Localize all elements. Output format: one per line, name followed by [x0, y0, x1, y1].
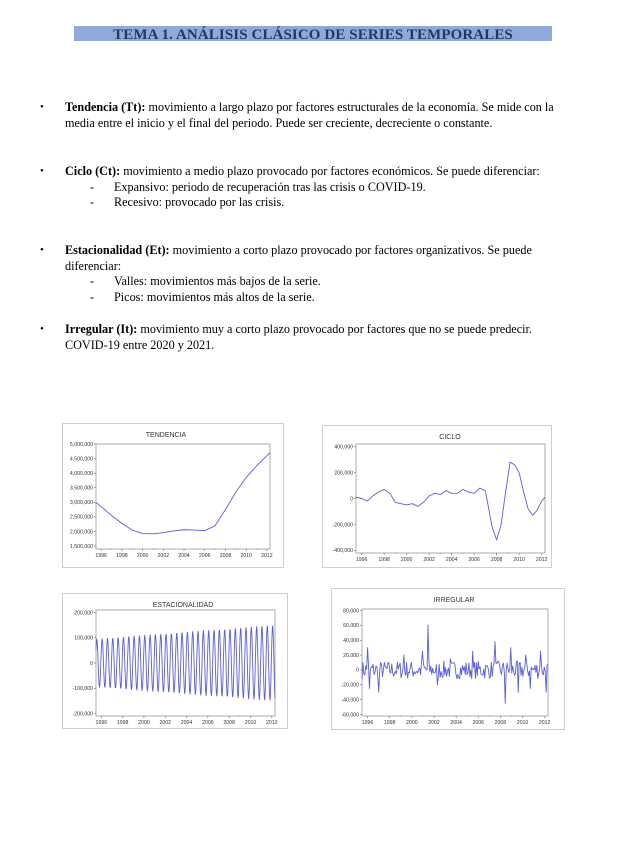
x-tick-label: 2006	[472, 720, 485, 726]
y-tick-label: 5,000,000	[69, 441, 93, 448]
x-tick-label: 2010	[516, 720, 529, 726]
item-paragraph	[65, 243, 568, 274]
y-tick-label: 2,500,000	[69, 514, 93, 521]
bullet-marker: •	[40, 165, 44, 177]
x-tick-label: 2010	[513, 557, 525, 563]
plot-frame	[356, 444, 545, 553]
chart-title: ESTACIONALIDAD	[152, 602, 214, 609]
x-tick-label: 1996	[95, 720, 108, 726]
chart-title: IRREGULAR	[433, 597, 475, 604]
x-tick-label: 2012	[261, 553, 273, 559]
sub-dash: -	[90, 274, 95, 288]
plot-frame	[96, 444, 270, 549]
x-tick-label: 2008	[490, 557, 503, 563]
chart-title: TENDENCIA	[145, 432, 187, 439]
x-tick-label: 1996	[95, 553, 107, 559]
chart-estacionalidad-svg	[63, 594, 287, 728]
chart-ciclo-svg	[323, 426, 551, 567]
x-tick-label: 2012	[538, 720, 551, 726]
title-bar	[74, 26, 552, 41]
y-tick-label: 3,500,000	[69, 485, 93, 492]
item-estacionalidad	[40, 243, 568, 305]
y-tick-label: -40,000	[341, 697, 359, 704]
item-text: movimiento a medio plazo provocado por factores económicos. Se puede diferenciar:	[120, 164, 540, 178]
chart-title: CICLO	[439, 434, 461, 441]
y-tick-label: 80,000	[343, 608, 359, 615]
y-tick-label: 3,000,000	[69, 500, 93, 507]
x-tick-label: 1996	[355, 557, 368, 563]
chart-estacionalidad	[62, 593, 288, 729]
item-tendencia	[40, 100, 568, 131]
x-tick-label: 2006	[198, 553, 211, 559]
x-tick-label: 2008	[223, 720, 235, 726]
x-tick-label: 1998	[116, 720, 129, 726]
chart-tendencia-svg	[63, 424, 283, 567]
sub-dash: -	[90, 289, 95, 304]
x-tick-label: 2010	[240, 553, 252, 559]
series-line	[362, 625, 548, 703]
x-tick-label: 2000	[138, 720, 150, 726]
subitem-text: Valles: movimientos más bajos de la serie.	[114, 274, 321, 288]
x-tick-label: 2012	[266, 720, 278, 726]
y-tick-label: -20,000	[341, 682, 359, 689]
x-tick-label: 2004	[180, 720, 193, 726]
x-tick-label: 1996	[361, 720, 374, 726]
item-paragraph	[65, 100, 568, 131]
item-text: movimiento muy a corto plazo provocado por factores que no se puede predecir. COVID-19 entre 2020 y 2021.	[65, 322, 532, 352]
series-line	[356, 462, 545, 540]
subitem	[90, 290, 568, 306]
item-term: Irregular (It):	[65, 322, 138, 336]
subitem-text: Recesivo: provocado por las crisis.	[114, 195, 285, 209]
document-title: TEMA 1. ANÁLISIS CLÁSICO DE SERIES TEMPORALES	[113, 27, 513, 43]
x-tick-label: 2002	[159, 720, 172, 726]
y-tick-label: 400,000	[334, 444, 353, 451]
x-tick-label: 1998	[378, 557, 390, 563]
series-line	[96, 626, 275, 700]
x-tick-label: 2002	[423, 557, 435, 563]
y-tick-label: 40,000	[343, 638, 359, 645]
subitem	[90, 274, 568, 290]
y-tick-label: 100,000	[74, 635, 93, 642]
x-tick-label: 2000	[136, 553, 149, 559]
y-tick-label: 1,500,000	[69, 543, 93, 550]
chart-ciclo	[322, 425, 552, 568]
sub-dash: -	[90, 179, 95, 194]
x-tick-label: 2008	[219, 553, 232, 559]
x-tick-label: 2000	[400, 557, 413, 563]
item-irregular	[40, 322, 568, 353]
subitem	[90, 195, 568, 211]
y-tick-label: 0	[350, 496, 353, 503]
y-tick-label: -200,000	[332, 522, 353, 529]
subitem	[90, 180, 568, 196]
bullet-marker: •	[40, 323, 44, 335]
y-tick-label: 4,500,000	[69, 456, 93, 463]
bullet-marker: •	[40, 101, 44, 113]
plot-frame	[96, 610, 275, 716]
item-term: Ciclo (Ct):	[65, 164, 121, 178]
x-tick-label: 2002	[428, 720, 440, 726]
y-tick-label: 20,000	[343, 652, 359, 659]
series-line	[96, 453, 270, 534]
y-tick-label: 200,000	[74, 610, 93, 617]
chart-tendencia	[62, 423, 284, 568]
subitem-text: Picos: movimientos más altos de la serie.	[114, 289, 315, 304]
x-tick-label: 2006	[202, 720, 214, 726]
y-tick-label: -400,000	[332, 548, 353, 555]
sub-dash: -	[90, 195, 95, 209]
x-tick-label: 2004	[445, 557, 458, 563]
x-tick-label: 2000	[406, 720, 418, 726]
x-tick-label: 2008	[494, 720, 507, 726]
item-text: movimiento a corto plazo provocado por factores organizativos. Se puede diferenciar:	[65, 243, 532, 273]
x-tick-label: 2012	[535, 557, 548, 563]
item-term: Estacionalidad (Et):	[65, 243, 170, 257]
y-tick-label: 0	[90, 660, 93, 667]
chart-irregular-svg	[332, 589, 564, 729]
item-term: Tendencia (Tt):	[65, 100, 146, 114]
chart-irregular	[331, 588, 565, 730]
x-tick-label: 1998	[383, 720, 396, 726]
y-tick-label: 0	[356, 667, 359, 674]
y-tick-label: -100,000	[72, 686, 93, 693]
x-tick-label: 2004	[178, 553, 190, 559]
item-ciclo	[40, 164, 568, 211]
x-tick-label: 2006	[468, 557, 480, 563]
item-text: movimiento a largo plazo por factores estructurales de la economía. Se mide con la media entre el inicio y el final del periodo. Puede ser creciente, decreciente o constante.	[65, 100, 554, 130]
x-tick-label: 2010	[244, 720, 257, 726]
y-tick-label: -200,000	[72, 711, 93, 718]
x-tick-label: 2002	[157, 553, 170, 559]
subitem-text: Expansivo: periodo de recuperación tras las crisis o COVID-19.	[114, 179, 426, 194]
y-tick-label: 2,000,000	[69, 529, 93, 536]
x-tick-label: 1998	[116, 553, 128, 559]
y-tick-label: 4,000,000	[69, 470, 93, 477]
x-tick-label: 2004	[450, 720, 462, 726]
item-paragraph	[65, 322, 568, 353]
item-paragraph	[65, 164, 568, 180]
y-tick-label: 60,000	[343, 623, 359, 630]
bullet-marker: •	[40, 244, 44, 256]
y-tick-label: -60,000	[341, 712, 359, 719]
y-tick-label: 200,000	[334, 470, 353, 477]
